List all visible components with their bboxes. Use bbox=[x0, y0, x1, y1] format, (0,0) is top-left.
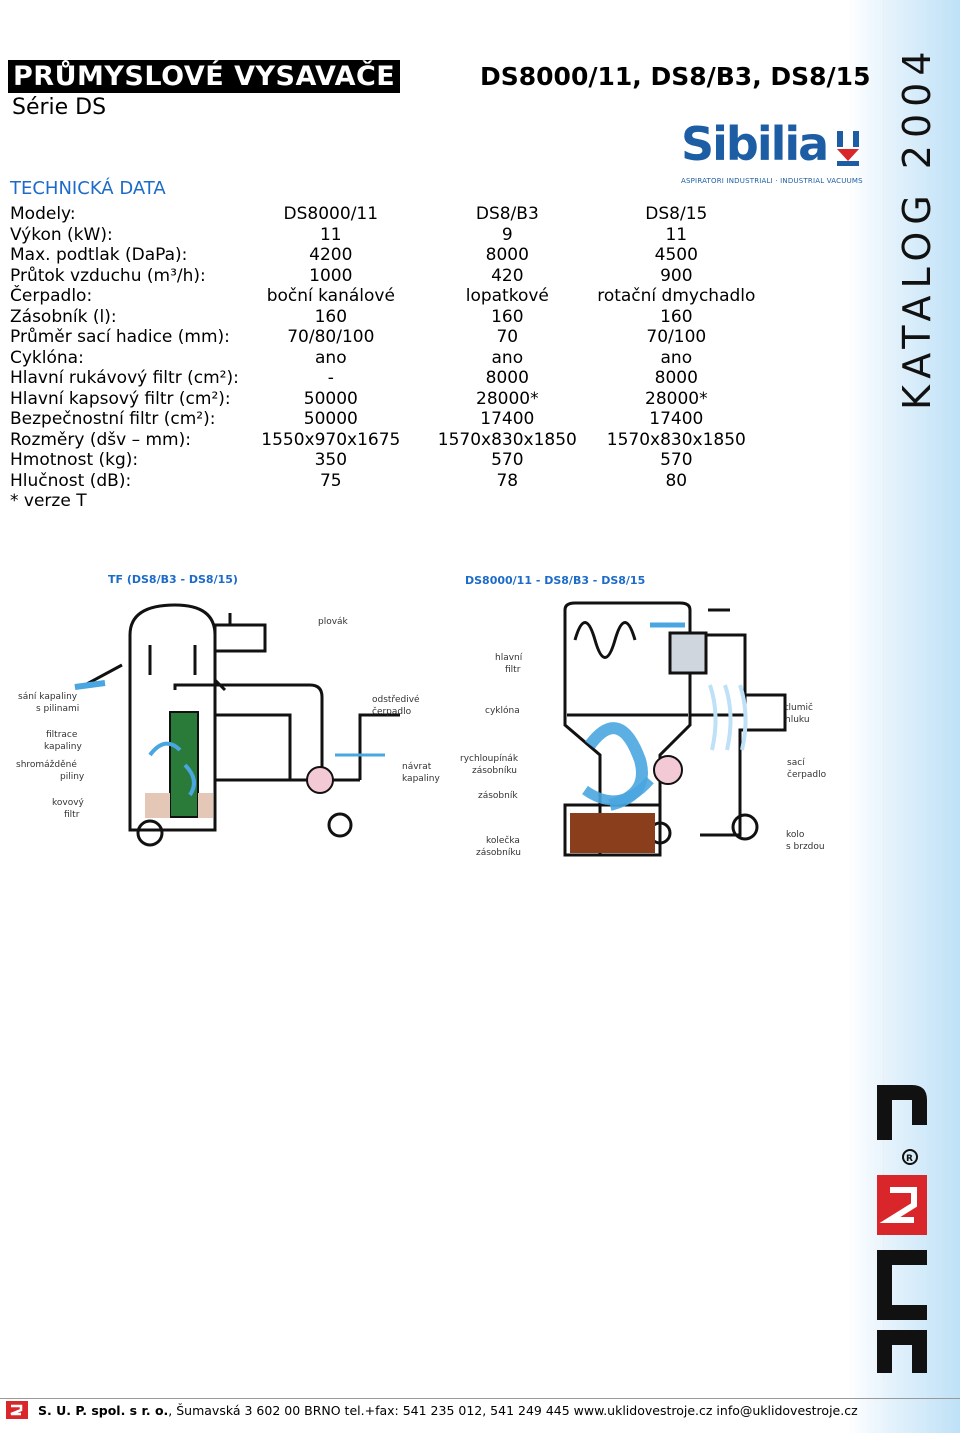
row-value-1: boční kanálové bbox=[266, 286, 395, 306]
row-label: Hlavní rukávový filtr (cm²): bbox=[10, 368, 239, 388]
label-kolo-1: kolo bbox=[786, 830, 805, 840]
table-row bbox=[10, 430, 761, 451]
row-value-2: 9 bbox=[501, 224, 513, 245]
row-value-2: 28000* bbox=[476, 388, 539, 409]
brand-tagline: ASPIRATORI INDUSTRIALI · INDUSTRIAL VACUUMS bbox=[681, 177, 863, 185]
series-subtitle: Série DS bbox=[12, 95, 107, 120]
row-value-2: 8000 bbox=[485, 368, 529, 388]
row-value-1: 1550x970x1675 bbox=[261, 429, 401, 450]
row-value-2: 420 bbox=[491, 265, 524, 286]
row-label: Hlučnost (dB): bbox=[10, 470, 132, 491]
label-plovak: plovák bbox=[318, 617, 348, 627]
header-model-1: DS8000/11 bbox=[283, 204, 379, 224]
footer-contact bbox=[38, 1403, 858, 1418]
label-navrat-1: návrat bbox=[402, 762, 432, 772]
table-row bbox=[10, 348, 761, 369]
row-value-3: 11 bbox=[665, 224, 688, 245]
row-value-1: 4200 bbox=[309, 245, 353, 265]
row-value-3: 4500 bbox=[654, 245, 698, 265]
row-value-3: 80 bbox=[665, 470, 688, 491]
row-label: Čerpadlo: bbox=[10, 286, 93, 306]
label-kovovy-2: filtr bbox=[64, 810, 80, 820]
brand-mark-icon bbox=[835, 127, 861, 167]
row-value-1: ano bbox=[315, 347, 347, 368]
row-value-3: 1570x830x1850 bbox=[606, 429, 746, 450]
sup-small-icon bbox=[6, 1401, 28, 1419]
label-filtrace-2: kapaliny bbox=[44, 742, 82, 752]
label-navrat-2: kapaliny bbox=[402, 774, 440, 784]
row-value-3: 570 bbox=[660, 450, 693, 470]
row-value-2: 70 bbox=[496, 327, 519, 347]
left-machine bbox=[75, 605, 400, 845]
table-row bbox=[10, 450, 761, 471]
label-tlumic-2: hluku bbox=[785, 715, 810, 725]
sup-logo bbox=[872, 1085, 932, 1375]
table-row bbox=[10, 286, 761, 307]
table-row bbox=[10, 245, 761, 266]
left-pump bbox=[307, 755, 385, 793]
row-value-3: ano bbox=[660, 347, 693, 368]
spec-table bbox=[10, 204, 761, 491]
header-model-2: DS8/B3 bbox=[475, 204, 539, 224]
label-filtrace-1: filtrace bbox=[46, 730, 78, 740]
table-footnote: * verze T bbox=[10, 491, 87, 511]
row-value-2: 1570x830x1850 bbox=[437, 429, 577, 450]
row-value-3: 8000 bbox=[654, 368, 698, 388]
label-kovovy-1: kovový bbox=[52, 798, 84, 808]
row-value-1: 350 bbox=[314, 450, 348, 470]
row-value-2: 78 bbox=[496, 470, 519, 491]
row-value-2: ano bbox=[491, 347, 524, 368]
row-value-1: 50000 bbox=[303, 388, 358, 409]
row-label: Max. podtlak (DaPa): bbox=[10, 245, 188, 265]
label-sani-2: s pilinami bbox=[36, 704, 80, 714]
row-value-2: 160 bbox=[491, 306, 524, 327]
row-value-3: rotační dmychadlo bbox=[597, 286, 756, 306]
row-label: Rozměry (dšv – mm): bbox=[10, 429, 191, 450]
row-value-3: 28000* bbox=[645, 388, 708, 409]
row-label: Průměr sací hadice (mm): bbox=[10, 327, 230, 347]
row-value-1: 75 bbox=[319, 470, 342, 491]
label-shrom-1: shromážděné bbox=[16, 760, 77, 770]
row-value-1: - bbox=[327, 368, 334, 388]
label-hlavni-1: hlavní bbox=[495, 653, 523, 663]
row-label: Hlavní kapsový filtr (cm²): bbox=[10, 388, 231, 409]
row-value-1: 1000 bbox=[309, 265, 353, 286]
label-odstr-1: odstředivé bbox=[372, 695, 420, 705]
vacuum-diagram bbox=[0, 565, 860, 865]
table-header-row bbox=[10, 204, 761, 225]
sibilia-logo bbox=[681, 117, 861, 171]
left-filter-basket bbox=[75, 683, 213, 818]
row-label: Průtok vzduchu (m³/h): bbox=[10, 265, 206, 286]
right-internals bbox=[570, 623, 746, 854]
table-row bbox=[10, 327, 761, 348]
label-hlavni-2: filtr bbox=[505, 665, 521, 675]
label-saci-1: sací bbox=[787, 758, 805, 768]
side-katalog-text: KATALOG 2004 bbox=[895, 44, 939, 410]
diagram-left-title: TF (DS8/B3 - DS8/15) bbox=[108, 573, 238, 586]
table-row bbox=[10, 225, 761, 246]
row-value-3: 17400 bbox=[649, 409, 704, 429]
label-zasobnik: zásobník bbox=[478, 791, 518, 801]
table-row bbox=[10, 389, 761, 410]
row-value-1: 160 bbox=[314, 306, 348, 327]
row-value-2: lopatkové bbox=[465, 286, 549, 306]
label-tlumic-1: tlumič bbox=[785, 703, 813, 713]
row-value-1: 70/80/100 bbox=[287, 327, 375, 347]
label-cyklona: cyklóna bbox=[485, 706, 520, 716]
row-value-1: 50000 bbox=[303, 409, 358, 429]
table-row bbox=[10, 409, 761, 430]
row-value-2: 17400 bbox=[480, 409, 535, 429]
row-label: Zásobník (l): bbox=[10, 306, 117, 327]
label-sani-1: sání kapaliny bbox=[18, 692, 78, 702]
page-title: PRŮMYSLOVÉ VYSAVAČE bbox=[8, 60, 400, 93]
label-rychlo-2: zásobníku bbox=[472, 766, 517, 776]
row-label: Cyklóna: bbox=[10, 347, 84, 368]
row-value-3: 900 bbox=[660, 265, 693, 286]
footer-divider bbox=[0, 1398, 960, 1399]
label-kolecka-2: zásobníku bbox=[476, 848, 521, 858]
row-value-1: 11 bbox=[319, 224, 342, 245]
table-row bbox=[10, 368, 761, 389]
table-row bbox=[10, 307, 761, 328]
title-models: DS8000/11, DS8/B3, DS8/15 bbox=[480, 62, 871, 91]
row-value-2: 570 bbox=[491, 450, 524, 470]
row-label: Výkon (kW): bbox=[10, 224, 113, 245]
header-model-3: DS8/15 bbox=[645, 204, 708, 224]
label-saci-2: čerpadlo bbox=[787, 770, 827, 780]
svg-text:R: R bbox=[906, 1154, 913, 1164]
diagram-right-title: DS8000/11 - DS8/B3 - DS8/15 bbox=[465, 574, 646, 587]
row-label: Hmotnost (kg): bbox=[10, 450, 139, 470]
brand-name: Sibilia bbox=[681, 117, 828, 171]
label-shrom-2: piliny bbox=[60, 772, 85, 782]
section-title: TECHNICKÁ DATA bbox=[10, 178, 166, 199]
row-value-3: 70/100 bbox=[646, 327, 707, 347]
table-row bbox=[10, 471, 761, 492]
label-kolo-2: s brzdou bbox=[786, 842, 825, 852]
row-label: Bezpečnostní filtr (cm²): bbox=[10, 409, 216, 429]
row-value-2: 8000 bbox=[485, 245, 529, 265]
row-value-3: 160 bbox=[660, 306, 693, 327]
table-row bbox=[10, 266, 761, 287]
footer-company: S. U. P. spol. s r. o. bbox=[38, 1403, 169, 1418]
label-rychlo-1: rychloupínák bbox=[460, 754, 519, 764]
header-label: Modely: bbox=[10, 204, 76, 224]
label-kolecka-1: kolečka bbox=[486, 836, 520, 846]
footer-address: , Šumavská 3 602 00 BRNO tel.+fax: 541 235 012, 541 249 445 www.uklidovestroje.cz info@uklidovestroje.cz bbox=[168, 1403, 858, 1418]
label-odstr-2: čerpadlo bbox=[372, 707, 412, 717]
